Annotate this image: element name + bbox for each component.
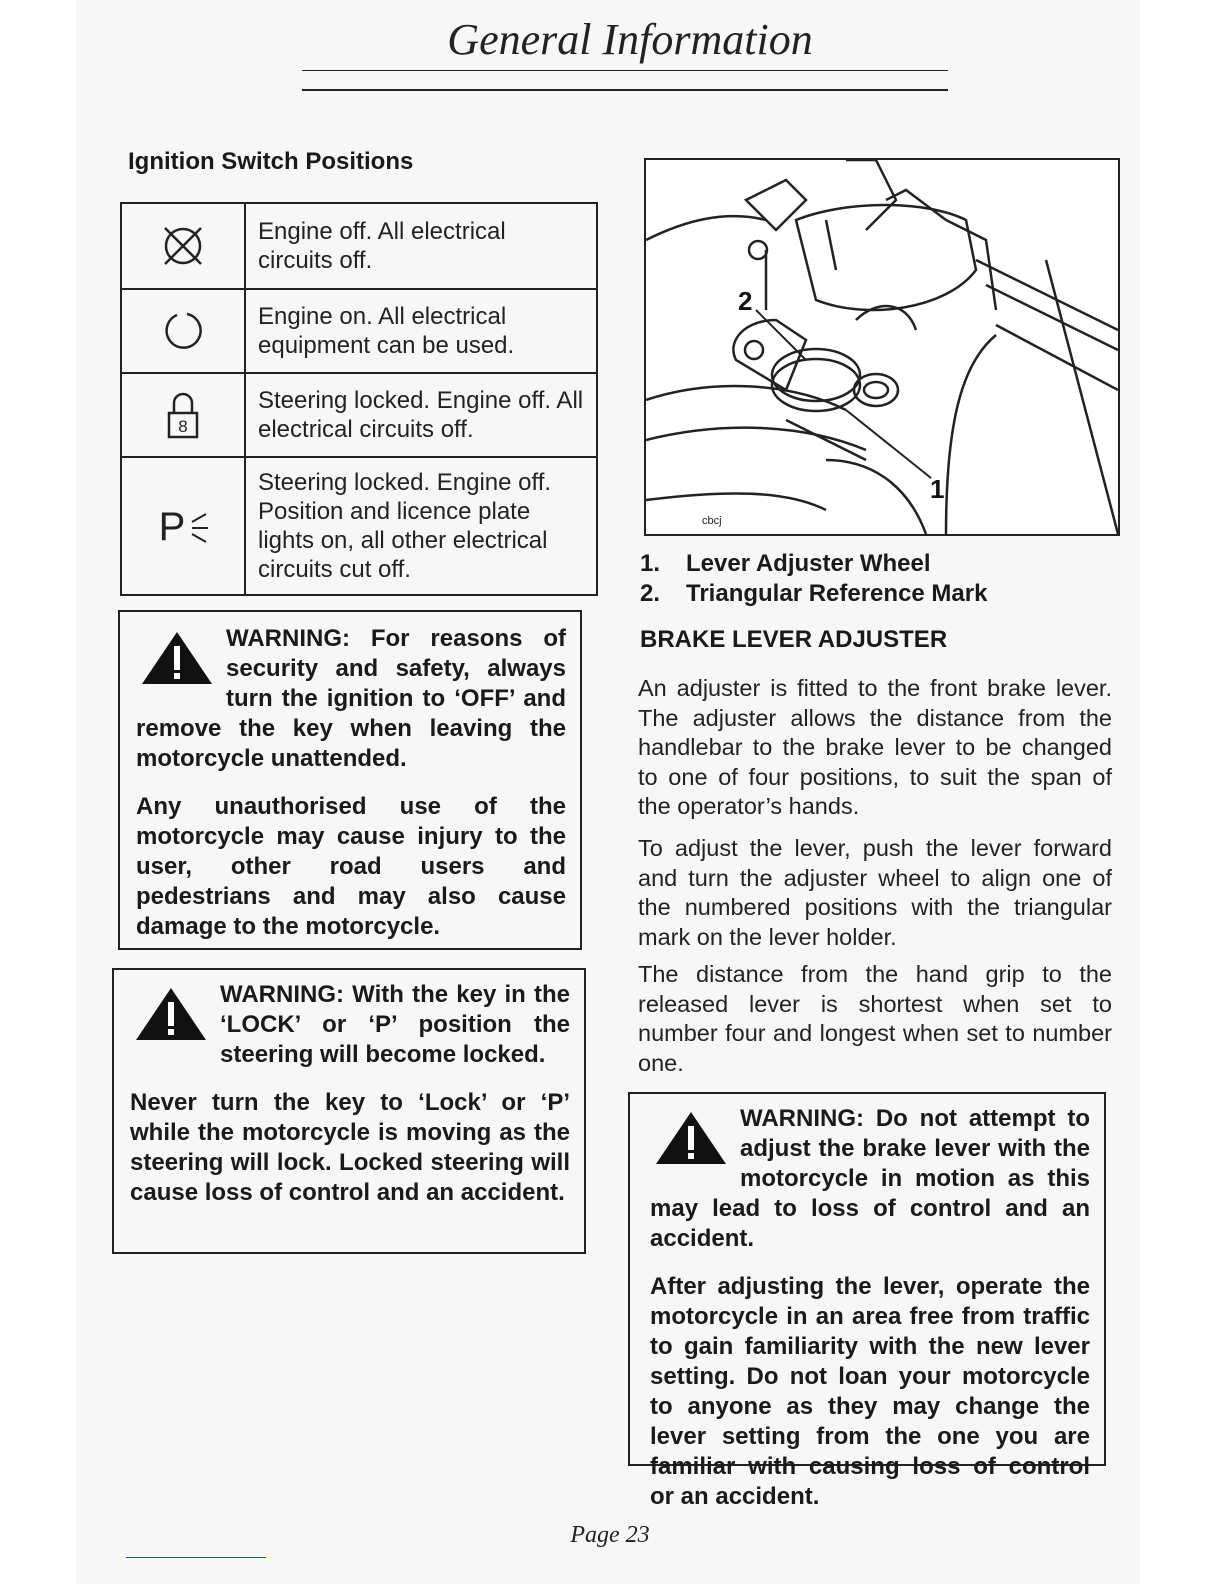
row-description: Steering locked. Engine off. All electrical circuits off. [245,373,597,457]
warning-paragraph [136,624,566,774]
warning-paragraph: Any unauthorised use of the motorcycle may cause injury to the user, other road users and pedestrians and may also cause damage to the motorcycle. [136,793,566,940]
illustration-credit: cbcj [702,515,722,527]
caption-number: 1. [640,550,661,577]
parking-light-icon [148,498,218,554]
warning-triangle-icon [140,630,214,686]
table-row [121,289,597,373]
ignition-section-title: Ignition Switch Positions [128,148,414,175]
brake-lever-drawing [646,160,1118,534]
brake-paragraph-3: The distance from the hand grip to the released lever is shortest when set to number four and longest when set to number one. [638,961,1112,1076]
warning-triangle-icon [134,986,208,1042]
symbol-cell [121,289,245,373]
warning-text: WARNING: With the key in the ‘LOCK’ or ‘P’ position the steering will become locked. [220,981,570,1068]
row-description: Engine off. All electrical circuits off. [245,203,597,289]
symbol-cell [121,203,245,289]
parking-letter: P [158,505,186,549]
off-circle-cross-icon [155,218,211,274]
symbol-cell [121,457,245,595]
warning-text: WARNING: Do not attempt to adjust the brake lever with the motorcycle in motion as this may lead to loss of control and an accident. [650,1105,1090,1252]
warning-box-steering-lock [112,968,586,1254]
caption-text: Lever Adjuster Wheel [686,550,931,577]
warning-paragraph [650,1104,1090,1254]
callout-1: 1 [930,474,945,504]
warning-paragraph: Never turn the key to ‘Lock’ or ‘P’ while the motorcycle is moving as the steering will lock. Locked steering will cause loss of control and an accident. [130,1089,570,1206]
row-description: Steering locked. Engine off. Position and licence plate lights on, all other electrical circuits cut off. [245,457,597,595]
warning-paragraph: After adjusting the lever, operate the motorcycle in an area free from traffic to gain familiarity with the new lever setting. Do not loan your motorcycle to anyone as they may change the lever setting from the one you are familiar with causing loss of control or an accident. [650,1273,1090,1510]
on-circle-icon [155,303,211,359]
row-description: Engine on. All electrical equipment can be used. [245,289,597,373]
padlock-label: 8 [178,417,188,436]
footer-link-rule [126,1557,266,1558]
page-title: General Information [447,15,813,64]
ignition-table [120,202,598,596]
caption-text: Triangular Reference Mark [686,580,988,607]
header-rule-top [302,70,948,71]
brake-lever-illustration [644,158,1120,536]
callout-2: 2 [738,286,753,316]
brake-paragraph-1: An adjuster is fitted to the front brake lever. The adjuster allows the distance from the handlebar to the brake lever to be changed to one of four positions, to suit the span of the operator’s hands. [638,675,1112,819]
warning-text: WARNING: For reasons of security and safety, always turn the ignition to ‘OFF’ and remove the key when leaving the motorcycle unattended. [136,625,566,772]
table-row [121,203,597,289]
figure-caption-1 [640,550,1060,578]
warning-box-security [118,610,582,950]
padlock-icon [155,385,211,445]
warning-box-brake-lever [628,1092,1106,1510]
warning-paragraph [130,980,570,1070]
figure-caption-2 [640,580,1060,608]
table-row [121,373,597,457]
warning-triangle-icon [654,1110,728,1166]
brake-paragraph-2: To adjust the lever, push the lever forward and turn the adjuster wheel to align one of the numbered positions with the triangular mark on the lever holder. [638,835,1112,950]
table-row [121,457,597,595]
caption-number: 2. [640,580,661,607]
brake-section-heading: BRAKE LEVER ADJUSTER [640,626,948,653]
header-rule-bottom [302,89,948,91]
symbol-cell [121,373,245,457]
page-number: Page 23 [570,1522,650,1548]
